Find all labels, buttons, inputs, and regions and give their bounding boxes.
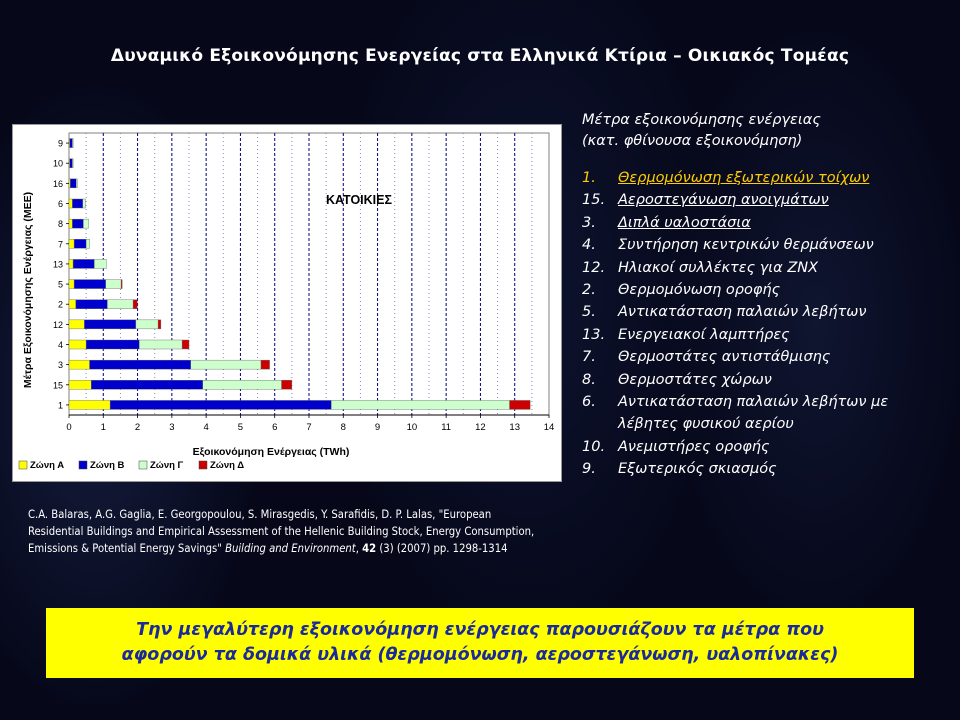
y-tick-label: 13 [52,259,63,270]
bar-segment [69,239,74,248]
list-item [582,257,952,279]
legend-label: Ζώνη Α [30,460,65,471]
citation-title: "European Residential Buildings and Empirical Assessment of the Hellenic Building Stock, Energy Consumption, Emissions & Potential Energy Savings" [28,508,535,556]
list-item [582,391,952,436]
list-item-number: 9. [582,461,596,478]
bar-segment [510,400,531,409]
x-tick-label: 2 [134,422,141,433]
list-item [582,346,952,368]
citation-authors: C.A. Balaras, A.G. Gaglia, E. Georgopoulou, S. Mirasgedis, Y. Sarafidis, D. P. Lalas, [28,508,436,521]
bar-segment [69,179,70,188]
y-tick-label: 15 [52,380,63,391]
legend-label: Ζώνη Δ [210,460,245,471]
bar-segment [69,320,84,329]
bar-segment [121,280,122,289]
chart-title: ΚΑΤΟΙΚΙΕΣ [326,193,392,207]
bar-segment [69,380,91,389]
list-item-text: Αντικατάσταση παλαιών λεβήτων με λέβητες φυσικού αερίου [618,394,889,433]
list-item-text: Συντήρηση κεντρικών θερμάνσεων [618,237,874,254]
bar-segment [69,280,74,289]
chart-legend [19,460,244,471]
bar-segment [94,259,106,268]
list-item-number: 5. [582,304,596,321]
y-axis-title: Μέτρα Εξοικονόμησης Ενέργειας (ΜΕΕ) [22,191,34,389]
list-item [582,189,952,211]
x-tick-label: 3 [169,422,175,433]
y-tick-label: 10 [52,158,63,169]
bar-segment [133,300,137,309]
y-tick-label: 1 [57,400,63,411]
list-item-text: Διπλά υαλοστάσια [618,214,751,231]
list-item-number: 15. [582,192,606,209]
list-item-number: 12. [582,259,606,276]
citation-journal: Building and Environment [225,542,356,556]
x-tick-label: 11 [441,422,452,433]
legend-swatch [139,461,147,469]
y-tick-label: 12 [52,319,63,330]
bar-segment [74,280,106,289]
banner-line-1: Την μεγαλύτερη εξοικονόμηση ενέργειας παρουσιάζουν τα μέτρα που [136,620,824,640]
list-item-text: Ανεμιστήρες οροφής [618,438,770,455]
legend-label: Ζώνη Β [90,460,125,471]
citation-volume: 42 [362,542,377,556]
bar-segment [69,259,73,268]
bar-segment [139,340,182,349]
list-item [582,301,952,323]
bar-segment [76,179,77,188]
list-item [582,234,952,256]
bar-segment [76,300,108,309]
list-item-text: Θερμοστάτες αντιστάθμισης [618,349,831,366]
x-tick-label: 0 [66,422,72,433]
y-tick-label: 7 [57,239,63,250]
bar-segment [331,400,509,409]
citation-pages: (3) (2007) pp. 1298-1314 [379,542,508,556]
bar-segment [69,219,72,228]
bar-chart [12,124,562,482]
measures-panel [582,110,952,481]
list-item [582,212,952,234]
list-item-text: Αεροστεγάνωση ανοιγμάτων [618,192,829,209]
x-tick-label: 10 [406,422,418,433]
measures-list [582,167,952,481]
list-item [582,436,952,458]
list-item-number: 6. [582,394,596,411]
list-item-number: 1. [582,170,596,186]
list-item [582,324,952,346]
list-item [582,369,952,391]
bar-segment [70,139,73,148]
conclusion-banner [46,608,914,678]
list-item-text: Ενεργειακοί λαμπτήρες [618,326,790,343]
y-tick-label: 5 [57,279,63,290]
list-item-text: Θερμομόνωση οροφής [618,282,781,299]
bar-segment [72,139,73,148]
bar-segment [261,360,270,369]
list-item-number: 4. [582,237,596,254]
list-item-number: 13. [582,326,606,343]
legend-swatch [19,461,27,469]
bar-segment [83,219,88,228]
bar-segment [83,199,86,208]
bar-segment [74,239,86,248]
y-tick-label: 8 [57,219,63,230]
list-item-text: Αντικατάσταση παλαιών λεβήτων [618,304,867,321]
bar-segment [84,320,135,329]
bar-segment [91,380,202,389]
bar-segment [136,320,158,329]
list-item [582,167,952,189]
citation: C.A. Balaras, A.G. Gaglia, E. Georgopoulou, S. Mirasgedis, Y. Sarafidis, D. P. Lalas, "European Residential Buildings and Empirical Assessment of the Hellenic Building Stock, Energy Consumption, Emissions & Potential Energy Savings" Building and Environment, 42 (3) (2007) pp. 1298-1314 [28,508,535,556]
y-tick-label: 2 [57,299,63,310]
list-item-text: Θερμοστάτες χώρων [618,371,772,388]
x-tick-label: 4 [203,422,209,433]
x-tick-label: 13 [509,422,521,433]
bar-segment [73,259,94,268]
x-tick-label: 14 [543,422,555,433]
x-tick-label: 8 [340,422,346,433]
bar-segment [86,239,89,248]
x-axis-title: Εξοικονόμηση Ενέργειας (TWh) [192,446,350,458]
chart-gridlines [69,133,549,415]
list-item-number: 3. [582,214,596,231]
bar-segment [70,159,73,168]
y-tick-label: 16 [52,178,63,189]
bar-segment [110,400,331,409]
bar-segment [158,320,161,329]
x-tick-label: 1 [100,422,106,433]
chart-canvas [13,125,561,481]
list-item-text: Θερμομόνωση εξωτερικών τοίχων [618,170,870,186]
list-item-number: 2. [582,282,596,299]
list-item-number: 8. [582,371,596,388]
y-tick-label: 3 [57,360,63,371]
list-item-text: Εξωτερικός σκιασμός [618,461,777,478]
bar-segment [72,219,83,228]
legend-swatch [199,461,207,469]
bar-segment [69,400,110,409]
bar-segment [182,340,189,349]
y-tick-label: 4 [57,340,63,350]
banner-line-2: αφορούν τα δομικά υλικά (θερμομόνωση, αεροστεγάνωση, υαλοπίνακες) [121,645,839,665]
bar-segment [72,159,73,168]
bar-segment [72,199,82,208]
bar-segment [90,360,191,369]
bar-segment [191,360,261,369]
x-tick-label: 7 [306,422,312,433]
bar-segment [106,280,121,289]
list-item [582,458,952,480]
list-item [582,279,952,301]
list-item-text: Ηλιακοί συλλέκτες για ΖΝΧ [618,259,819,276]
bar-segment [70,179,76,188]
x-tick-label: 5 [237,422,244,433]
y-tick-label: 6 [57,199,63,209]
list-item-number: 7. [582,349,596,366]
measures-subheading: (κατ. φθίνουσα εξοικονόμηση) [582,133,803,149]
bar-segment [69,340,86,349]
bar-segment [86,340,139,349]
bar-segment [282,380,292,389]
bar-segment [69,300,76,309]
y-tick-label: 9 [57,138,63,149]
bar-segment [203,380,282,389]
x-tick-label: 6 [272,422,278,433]
measures-heading: Μέτρα εξοικονόμησης ενέργειας [582,112,821,128]
bar-segment [69,360,90,369]
bar-segment [69,199,72,208]
bar-segment [107,300,133,309]
list-item-number: 10. [582,438,606,455]
slide-title: Δυναμικό Εξοικονόμησης Ενεργείας στα Ελληνικά Κτίρια – Οικιακός Τομέας [110,46,850,66]
x-tick-label: 12 [475,422,486,433]
legend-swatch [79,461,87,469]
x-tick-label: 9 [374,422,381,433]
legend-label: Ζώνη Γ [150,460,184,471]
